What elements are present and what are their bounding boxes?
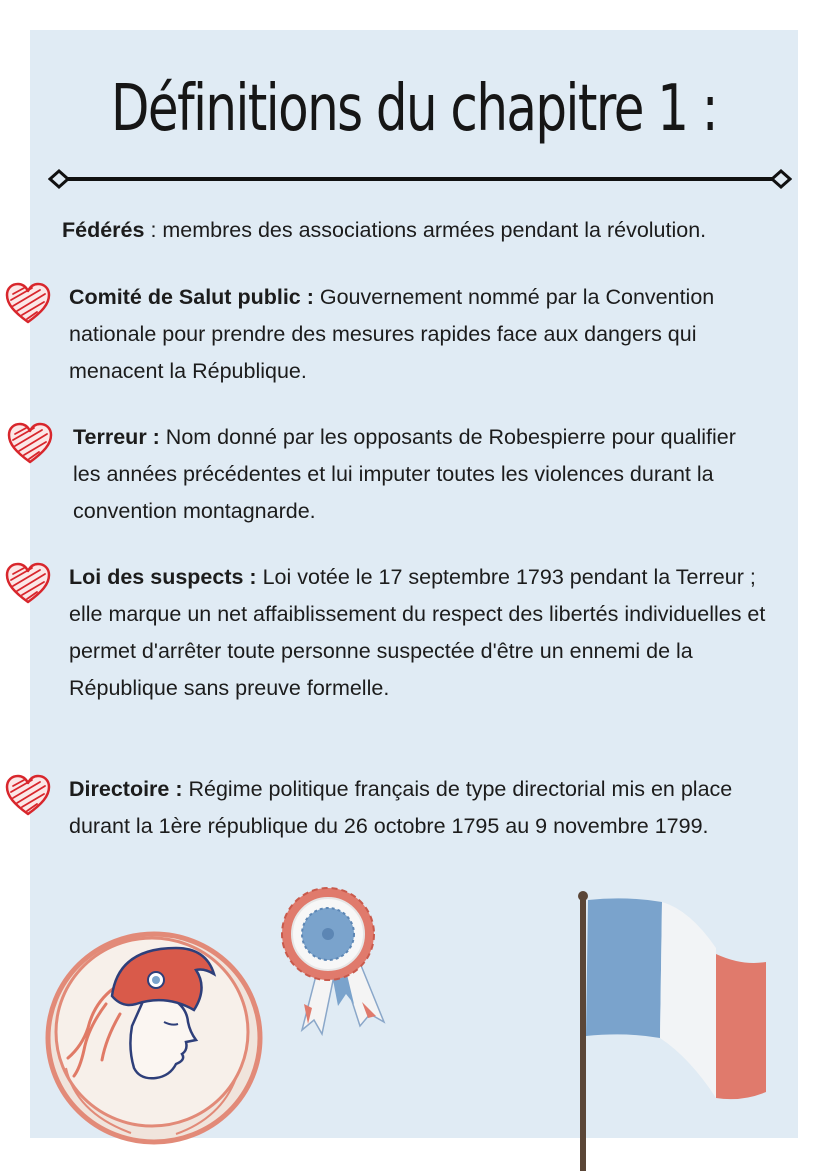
- heart-icon: [4, 562, 52, 606]
- definition-term: Loi des suspects :: [69, 565, 257, 589]
- definition-directoire: [69, 771, 769, 845]
- heart-icon: [4, 774, 52, 818]
- title-divider: [48, 168, 792, 190]
- definition-text: Loi votée le 17 septembre 1793 pendant la Terreur ; elle marque un net affaiblissement du respect des libertés individuelles et permet d'arrêter toute personne suspectée d'être un ennemi de la République sans preuve formelle.: [69, 565, 766, 700]
- french-flag: [566, 888, 780, 1171]
- definition-text: membres des associations armées pendant la révolution.: [162, 218, 707, 242]
- definition-text: Nom donné par les opposants de Robespierre pour qualifier les années précédentes et lui imputer toutes les violences durant la convention montagnarde.: [73, 425, 736, 523]
- definition-loi-des-suspects: [69, 559, 769, 707]
- definition-text: Régime politique français de type directorial mis en place durant la 1ère république du 26 octobre 1795 au 9 novembre 1799.: [69, 777, 733, 838]
- definition-term: Terreur :: [73, 425, 160, 449]
- definition-comite-salut-public: [69, 279, 759, 390]
- cockade-ribbon: [278, 884, 390, 1040]
- definition-text: Gouvernement nommé par la Convention nationale pour prendre des mesures rapides face aux dangers qui menacent la République.: [69, 285, 715, 383]
- definition-federes: [62, 212, 802, 249]
- heart-icon: [6, 422, 54, 466]
- marianne-coin: [36, 918, 268, 1150]
- definition-term: Fédérés: [62, 218, 145, 242]
- definition-separator: :: [144, 218, 163, 242]
- page-title: Définitions du chapitre 1 :: [111, 72, 717, 146]
- definition-term: Directoire :: [69, 777, 183, 801]
- definition-term: Comité de Salut public :: [69, 285, 314, 309]
- definition-terreur: [73, 419, 753, 530]
- heart-icon: [4, 282, 52, 326]
